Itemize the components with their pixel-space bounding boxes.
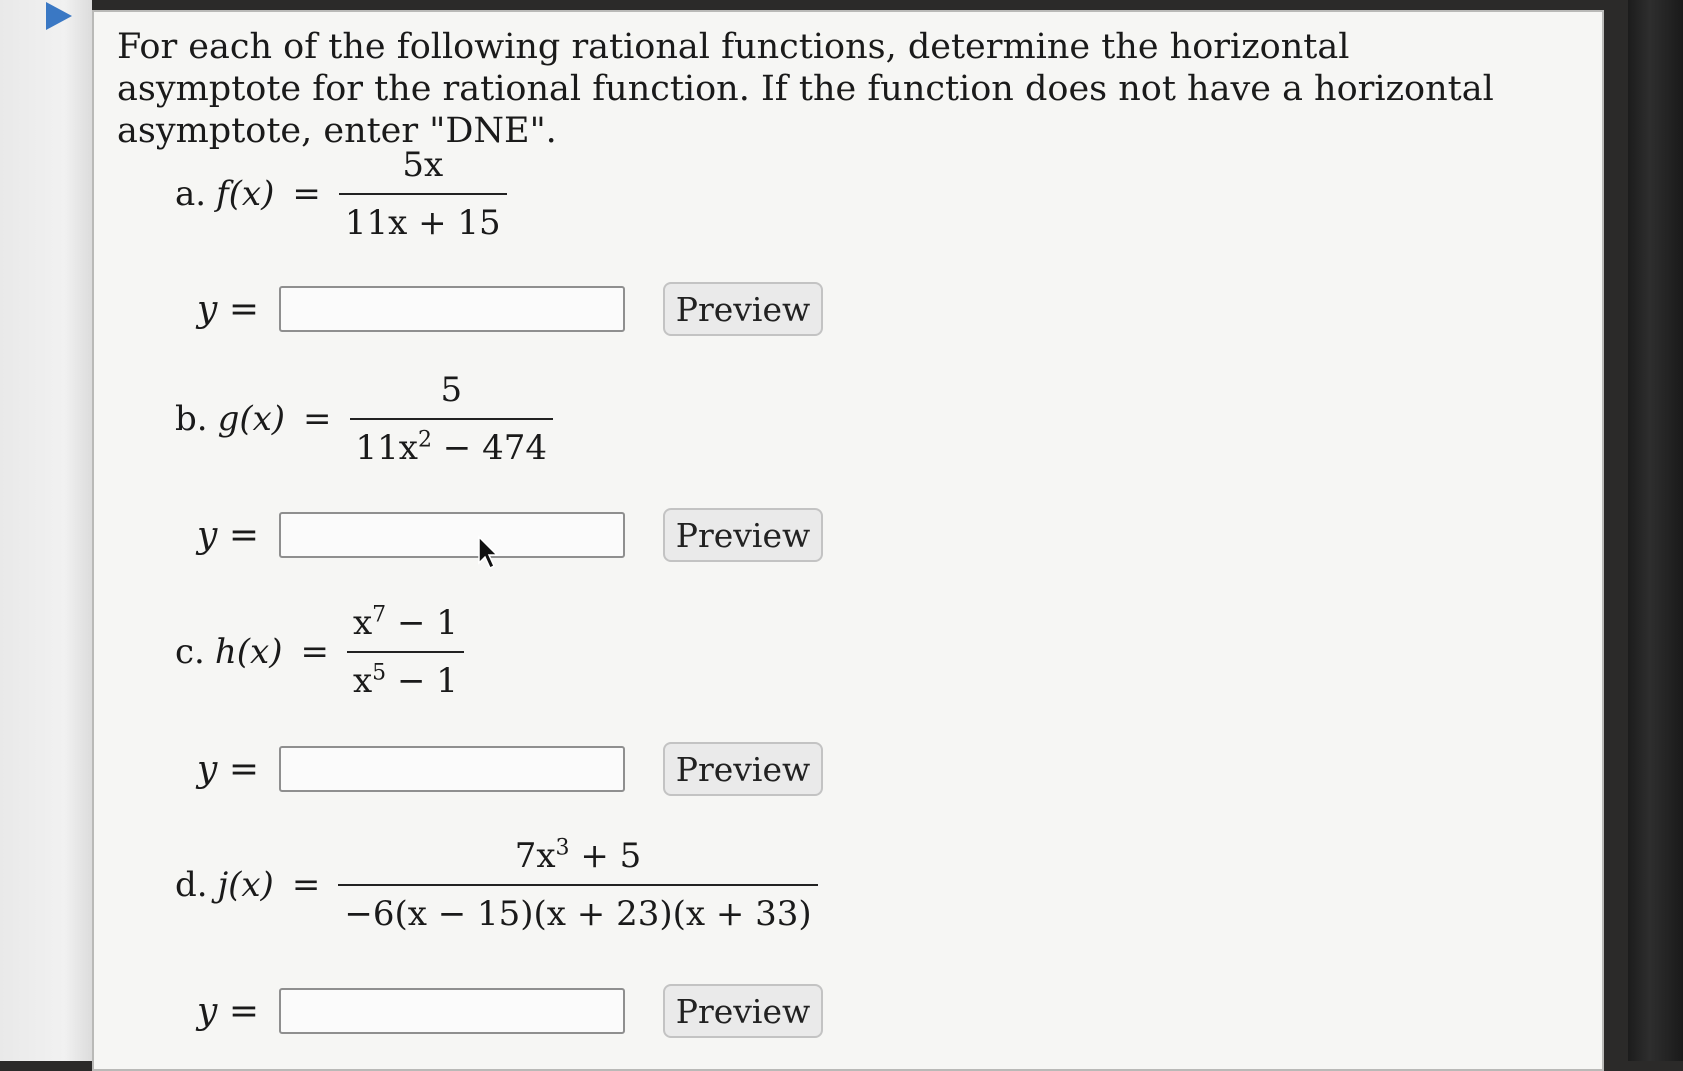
numerator: 5x	[402, 145, 444, 185]
fraction	[347, 603, 464, 701]
problem-a-function	[175, 145, 507, 243]
denominator: −6(x − 15)(x + 23)(x + 33)	[344, 894, 812, 934]
problem-label: b.	[175, 399, 208, 439]
denominator: $11x^2 - 474$	[355, 427, 547, 468]
problem-b-function	[175, 370, 553, 468]
function-name: g(x)	[217, 399, 286, 439]
fraction-bar	[350, 418, 553, 420]
equals-sign: =	[300, 632, 329, 672]
function-name: h(x)	[214, 632, 283, 672]
problem-label: a.	[175, 174, 207, 214]
question-text: For each of the following rational functions, determine the horizontal asymptote for the rational function. If the function does not have a horizontal asymptote, enter "DNE".	[117, 27, 1494, 151]
problem-a-answer-row	[175, 282, 823, 336]
answer-input-b[interactable]	[279, 512, 625, 558]
play-icon[interactable]	[46, 2, 72, 30]
numerator: $x^7 - 1$	[352, 602, 458, 643]
problem-c-function	[175, 603, 464, 701]
answer-input-a[interactable]	[279, 286, 625, 332]
problem-d-answer-row	[175, 984, 823, 1038]
problem-c-answer-row	[175, 742, 823, 796]
problem-label: c.	[175, 632, 205, 672]
problem-d-function	[175, 836, 818, 934]
answer-label: y =	[197, 288, 259, 330]
denominator: 11x + 15	[344, 203, 501, 243]
answer-label: y =	[197, 748, 259, 790]
preview-button-d[interactable]: Preview	[663, 984, 823, 1038]
answer-label: y =	[197, 990, 259, 1032]
left-strip	[0, 0, 92, 1061]
fraction-bar	[347, 651, 464, 653]
answer-label: y =	[197, 514, 259, 556]
mouse-cursor-icon	[477, 535, 501, 571]
fraction	[339, 145, 507, 243]
function-name: f(x)	[216, 174, 275, 214]
fraction	[350, 370, 553, 468]
fraction-bar	[339, 193, 507, 195]
monitor-bezel	[1628, 0, 1683, 1061]
numerator: 5	[440, 370, 463, 410]
numerator: $7x^3 + 5$	[514, 835, 642, 876]
answer-input-d[interactable]	[279, 988, 625, 1034]
equals-sign: =	[303, 399, 332, 439]
denominator: $x^5 - 1$	[352, 660, 458, 701]
function-name: j(x)	[217, 865, 274, 905]
problem-label: d.	[175, 865, 208, 905]
answer-input-c[interactable]	[279, 746, 625, 792]
fraction-bar	[338, 884, 817, 886]
fraction	[338, 836, 817, 934]
preview-button-c[interactable]: Preview	[663, 742, 823, 796]
equals-sign: =	[291, 865, 321, 905]
preview-button-a[interactable]: Preview	[663, 282, 823, 336]
equals-sign: =	[292, 174, 321, 214]
preview-button-b[interactable]: Preview	[663, 508, 823, 562]
